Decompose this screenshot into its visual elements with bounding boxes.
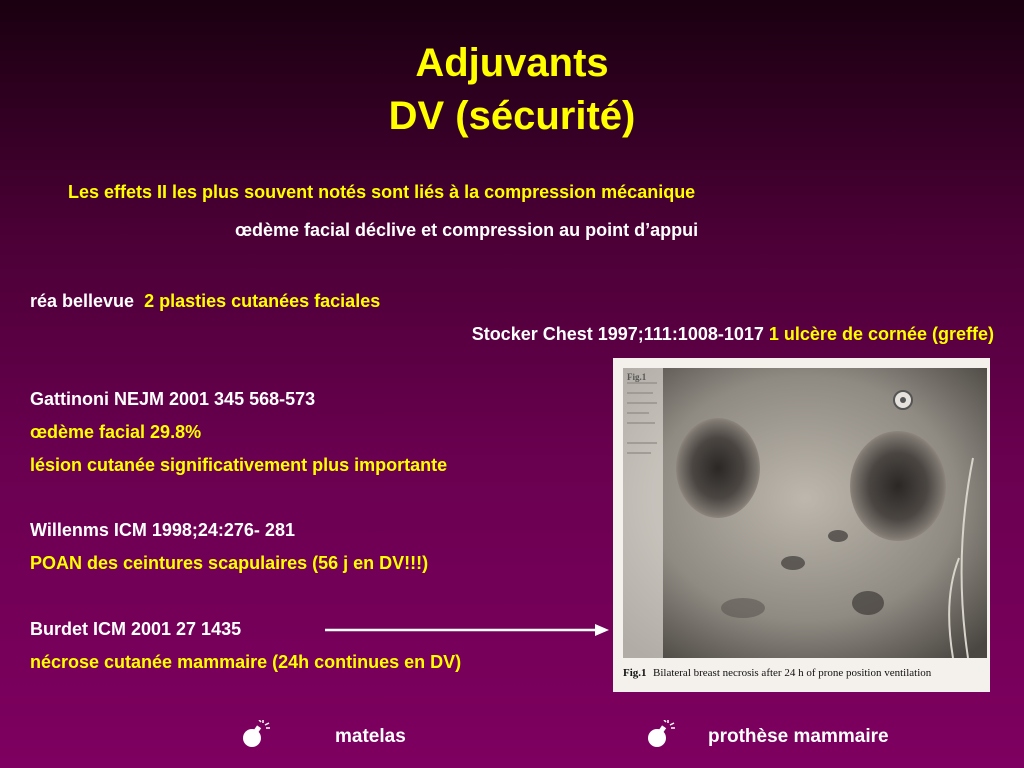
gattinoni-finding-1: œdème facial 29.8% xyxy=(30,422,202,442)
burdet-finding: nécrose cutanée mammaire (24h continues en DV) xyxy=(30,652,462,672)
rea-line xyxy=(30,290,380,312)
breast-necrosis-photo xyxy=(613,358,990,692)
gattinoni-ref: Gattinoni NEJM 2001 345 568-573 xyxy=(30,389,316,409)
intro-line-1: Les effets II les plus souvent notés sont liés à la compression mécanique xyxy=(68,182,696,202)
rea-value: 2 plasties cutanées faciales xyxy=(144,291,381,311)
figure-corner-label: Fig.1 xyxy=(627,372,647,382)
bomb-icon xyxy=(240,720,270,756)
rea-label: réa bellevue xyxy=(30,291,135,311)
stocker-line xyxy=(472,323,994,345)
bomb-icon xyxy=(645,720,675,756)
slide-subtitle: DV (sécurité) xyxy=(388,94,636,138)
stocker-finding: 1 ulcère de cornée (greffe) xyxy=(768,324,994,344)
stocker-citation: Stocker Chest 1997;111:1008-1017 xyxy=(471,324,764,344)
figure-label: Fig.1 xyxy=(623,667,647,679)
willenms-finding: POAN des ceintures scapulaires (56 j en DV!!!) xyxy=(30,553,429,573)
burdet-ref: Burdet ICM 2001 27 1435 xyxy=(30,619,242,639)
slide-title: Adjuvants xyxy=(415,41,609,85)
figure-caption: Bilateral breast necrosis after 24 h of prone position ventilation xyxy=(653,667,932,679)
gattinoni-finding-2: lésion cutanée significativement plus importante xyxy=(30,455,448,475)
willenms-ref: Willenms ICM 1998;24:276- 281 xyxy=(30,520,295,540)
intro-line-2: œdème facial déclive et compression au point d’appui xyxy=(235,220,699,240)
bottom-label-prothese: prothèse mammaire xyxy=(708,726,889,747)
figure-image xyxy=(613,358,990,692)
arrow-right-icon xyxy=(325,620,610,640)
bottom-label-matelas: matelas xyxy=(335,726,406,747)
